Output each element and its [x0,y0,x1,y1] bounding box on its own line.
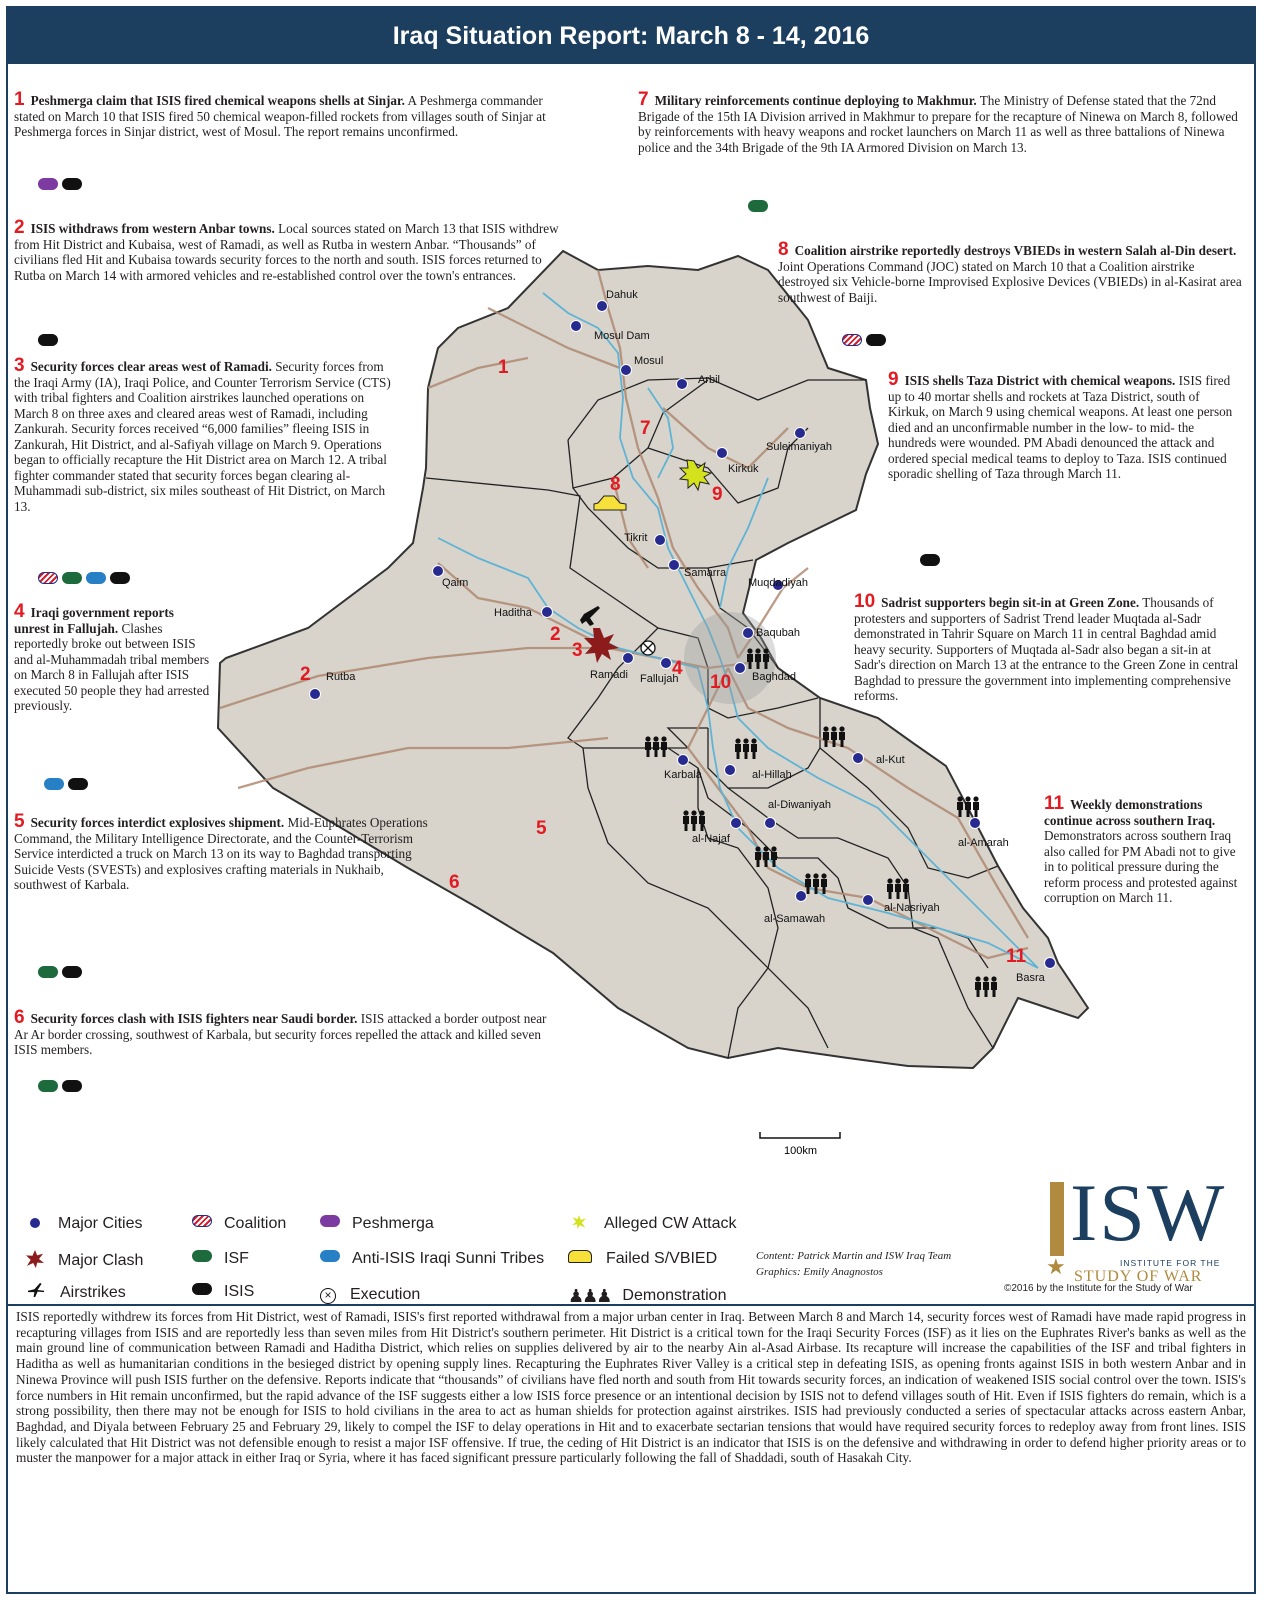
scale-bar [760,1132,840,1157]
isis-icon [192,1283,212,1295]
demonstration-icon [805,873,827,894]
event-3-tags [38,572,134,586]
peshmerga-icon [38,178,58,190]
cw-attack-icon [572,1215,586,1229]
event-headline: Security forces clash with ISIS fighters near Saudi border. [30,1011,358,1026]
event-number: 7 [638,89,649,110]
scale-label: 100km [784,1145,818,1157]
coalition-icon [842,334,862,346]
isis-icon [920,554,940,566]
tribes-icon [86,572,106,584]
event-headline: Security forces interdict explosives shipment. [30,815,285,830]
city-label: Basra [1016,972,1045,984]
map-marker-2a: 2 [550,624,561,645]
demonstration-icon: ♟♟♟ [568,1286,611,1306]
isis-icon [866,334,886,346]
city-label: Baghdad [752,671,797,683]
legend-item-major-clash: Major Clash [26,1250,143,1270]
event-number: 9 [888,369,899,390]
event-5 [14,811,434,893]
map-marker-5: 5 [536,818,547,839]
tribes-icon [320,1250,340,1262]
event-headline: ISIS shells Taza District with chemical weapons. [904,373,1176,388]
credits-graphics: Graphics: Emily Anagnostos [756,1266,883,1278]
isw-logo-line1: INSTITUTE FOR THE [1120,1258,1221,1268]
map-marker-9: 9 [712,484,723,505]
city-label: Muqdadiyah [748,577,808,589]
coalition-icon [38,572,58,584]
event-body: ISIS attacked a border outpost near Ar Ar border crossing, southwest of Karbala, but security forces repelled the attack and killed seven ISIS members. [14,1011,547,1057]
city-label: Tikrit [624,532,648,544]
legend-item-coalition: Coalition [192,1215,286,1233]
event-8-tags [842,334,890,348]
isw-logo-emblem [1050,1182,1064,1256]
demonstration-icon [735,738,757,759]
credits-content: Content: Patrick Martin and ISW Iraq Team [756,1250,952,1262]
coalition-icon [192,1215,212,1227]
vbied-icon [568,1250,592,1263]
city-label: Dahuk [606,289,638,301]
event-number: 8 [778,239,789,260]
peshmerga-icon [320,1215,340,1227]
isis-icon [62,178,82,190]
city-label: Mosul [634,355,664,367]
isis-icon [110,572,130,584]
report-frame [6,6,1256,1594]
event-headline: ISIS withdraws from western Anbar towns. [30,221,275,236]
execution-icon: × [320,1288,336,1304]
city-label: al-Najaf [692,833,730,845]
event-body: Security forces from the Iraqi Army (IA), Iraqi Police, and Counter Terrorism Service (CTS) with tribal fighters and Coalition airstrikes launched operations on March 8 on three axes and cleared areas west of Ramadi, including Zankurah. Security forces received “6,000 families” fleeing ISIS in Zankurah, Hit District, and al-Safiyah village on March 9. Operations began to officially recapture the Hit District area on March 12. A tribal fighter commander stated that security forces began clearing al-Muhammadi sub-district, six miles southeast of Hit District, on March 13. [14,359,391,514]
event-body: Local sources stated on March 13 that ISIS withdrew from Hit District and Kubaisa, west of Ramadi, as well as Rutba in western Anbar. “Thousands” of civilians fled Hit and Kubaisa towards security forces to the north and south. ISIS forces returned to Rutba on March 14 with armored vehicles and re-established control over the town's entrances. [14,221,559,283]
event-7-tags [748,200,772,214]
city-label: Ramadi [590,669,628,681]
event-body: Thousands of protesters and supporters of Sadrist Trend leader Muqtada al-Sadr demonstrated in Tahrir Square on March 11 in central Baghdad amid heavy security. Supporters of Muqtada al-Sadr also began a sit-in at Sadr's direction on March 13 at the entrance to the Green Zone in central Baghdad to pressure the government into implementing comprehensive reforms. [854,595,1239,703]
legend-item-vbied: Failed S/VBIED [568,1250,717,1268]
map-marker-4: 4 [672,658,683,679]
event-1 [14,89,574,140]
event-number: 4 [14,601,25,622]
event-body: Clashes reportedly broke out between ISIS and al-Muhammadah tribal members on March 8 in Fallujah after ISIS executed 50 people they had arrested previously. [14,620,210,713]
isis-icon [68,778,88,790]
event-6-tags [38,1080,86,1094]
isw-logo-star-icon: ★ [1046,1254,1066,1279]
isf-icon [38,966,58,978]
city-label: Karbala [664,769,702,781]
event-1-tags [38,178,86,192]
event-headline: Coalition airstrike reportedly destroys VBIEDs in western Salah al-Din desert. [794,243,1237,258]
event-6 [14,1007,554,1058]
event-4 [14,601,210,714]
demonstration-icon [975,976,997,997]
isw-logo [1046,1167,1246,1286]
city-label: al-Diwaniyah [768,799,831,811]
event-number: 1 [14,89,25,110]
event-headline: Peshmerga claim that ISIS fired chemical weapons shells at Sinjar. [30,93,405,108]
city-label: Arbil [698,374,721,386]
credits [756,1248,951,1280]
event-number: 5 [14,811,25,832]
isis-icon [38,334,58,346]
demonstration-icon [683,810,705,831]
demonstration-icon [957,796,979,817]
event-11 [1044,793,1242,906]
demonstration-icon [887,878,909,899]
event-number: 11 [1044,793,1065,814]
legend-item-major-cities: Major Cities [30,1215,142,1233]
event-8 [778,239,1242,305]
event-4-tags [44,778,92,792]
event-2-tags [38,334,62,348]
city-label: Haditha [494,607,532,619]
city-label: al-Kut [876,754,905,766]
isf-icon [62,572,82,584]
city-label: al-Amarah [958,837,1009,849]
legend-item-demonstration: ♟♟♟ Demonstration [568,1286,727,1306]
city-label: Fallujah [640,673,679,685]
isis-icon [62,1080,82,1092]
tribes-icon [44,778,64,790]
city-label: Suleimaniyah [766,441,833,453]
legend-item-isf: ISF [192,1250,249,1268]
report-title: Iraq Situation Report: March 8 - 14, 2016 [8,8,1254,64]
event-headline: Weekly demonstrations continue across southern Iraq. [1044,797,1216,828]
legend-item-cw-attack: Alleged CW Attack [572,1215,737,1233]
map-marker-11: 11 [1006,946,1027,967]
event-body: The Ministry of Defense stated that the 72nd Brigade of the 15th IA Division arrived in Makhmur to prepare for the recapture of Ninewa on March 8, followed by reinforcements with heavy weapons and rocket launchers on March 11 as well as three battalions of Ninewa police and the 34th Brigade of the 9th IA Armored Division on March 13. [638,93,1238,155]
clash-icon [26,1250,44,1268]
legend-item-execution: × Execution [320,1286,420,1304]
event-9 [888,369,1242,482]
city-label: Kirkuk [728,463,759,475]
isis-icon [62,966,82,978]
event-body: A Peshmerga commander stated on March 10 that ISIS fired 50 chemical weapon-filled rockets from villages south of Sinjar at Peshmerga forces in Sinjar district, west of Mosul. The report remains unconfirmed. [14,93,546,139]
event-2 [14,217,574,283]
event-7 [638,89,1242,155]
demonstration-icon [645,736,667,757]
map-marker-8: 8 [610,474,621,495]
copyright: ©2016 by the Institute for the Study of War [1004,1283,1193,1294]
map-marker-7: 7 [640,418,651,439]
city-label: Mosul Dam [594,330,650,342]
event-10 [854,591,1242,704]
event-headline: Iraqi government reports unrest in Fallujah. [14,605,174,636]
event-number: 3 [14,355,25,376]
city-label: al-Samawah [764,913,826,925]
legend-item-tribes: Anti-ISIS Iraqi Sunni Tribes [320,1250,544,1268]
event-number: 6 [14,1007,25,1028]
map-marker-10: 10 [710,672,732,693]
map-marker-2b: 2 [300,664,311,685]
event-headline: Military reinforcements continue deploying to Makhmur. [654,93,977,108]
city-label: Rutba [326,671,356,683]
event-body: Joint Operations Command (JOC) stated on March 10 that a Coalition airstrike destroyed six Vehicle-borne Improvised Explosive Devices (VBIEDs) in al-Kasirat area southwest of Baiji. [778,258,1242,305]
city-label: al-Hillah [752,769,792,781]
event-9-tags [920,554,944,568]
legend-item-airstrikes: Airstrikes [28,1283,126,1302]
map-marker-1: 1 [498,357,509,378]
demonstration-icon [755,846,777,867]
isf-icon [192,1250,212,1262]
city-label: Baqubah [756,627,801,639]
event-number: 2 [14,217,25,238]
event-headline: Sadrist supporters begin sit-in at Green Zone. [881,595,1140,610]
map-marker-3: 3 [572,640,583,661]
legend-item-isis: ISIS [192,1283,254,1301]
legend-item-peshmerga: Peshmerga [320,1215,434,1233]
city-label: Qaim [442,577,469,589]
event-5-tags [38,966,86,980]
demonstration-icon [747,648,769,669]
summary-text: ISIS reportedly withdrew its forces from Hit District, west of Ramadi, ISIS's first reported withdrawal from a major urban center in Iraq. Between March 8 and March 14, security forces west of Ramadi have made rapid progress in recapturing villages from ISIS and are reportedly less than seven miles from Hit District's southern perimeter. Hit District is a critical town for the Iraqi Security Forces (ISF) as it lies on the Euphrates River's banks as well as the main ground line of communication between Ramadi and Haditha District, which relies on supplies delivered by air to the nearby Ain al-Asad Airbase. Its recapture will increase the capabilities of the ISF and tribal fighters in Haditha as well as humanitarian conditions in the besieged district by opening supply lines. Recapturing the Euphrates River Valley is a critical step in defeating ISIS, as opening fronts against ISIS in both western Anbar and in Ninewa Province will push ISIS further on the defensive. Reports indicate that “thousands” of civilians have fled north and south from Hit towards security forces, an indication of weakened ISIS social control over the town. ISIS's force numbers in Hit remain unconfirmed, but the rapid advance of the ISF suggests either a low ISIS force presence or an intentional decision by ISIS not to defend villages south of Hit. Even if ISIS fighters do remain, which is a strong possibility, then there may not be enough for ISIS to hold civilians in the area to act as human shields for protection against airstrikes. ISIS had previously conducted a series of spectacular attacks across eastern Anbar, Baghdad, and Diyala between February 25 and February 29, likely to compel the ISF to delay operations in Hit and to exacerbate sectarian tensions that would have required security forces to redeploy away from front lines. ISIS likely calculated that Hit District was not defensible enough to resist a major ISF offensive. If true, the ceding of Hit District is an indicator that ISIS is on the defensive and withdrawing in order to defend higher priority areas or to muster the manpower for a major attack in either Iraq or Syria, where it has faced significant pressure particularly following the fall of Shaddadi, south of Hasakah City. [8,1304,1254,1594]
event-body: ISIS fired up to 40 mortar shells and rockets at Taza District, south of Kirkuk, on March 9 using chemical weapons. At least one person died and an unconfirmable number in the low- to mid- the hundreds were wounded. PM Abadi denounced the attack and ordered special medical teams to deploy to Taza. ISIS continued sporadic shelling of Taza through March 11. [888,373,1233,481]
map-marker-6: 6 [449,872,460,893]
demonstration-icon [823,726,845,747]
isf-icon [748,200,768,212]
event-3 [14,355,394,514]
execution-icon [641,641,655,655]
isw-logo-line2: STUDY OF WAR [1074,1268,1203,1285]
event-number: 10 [854,591,876,612]
city-label: Samarra [684,567,727,579]
event-headline: Security forces clear areas west of Ramadi. [30,359,272,374]
isf-icon [38,1080,58,1092]
isw-logo-letters: ISW [1070,1167,1227,1258]
event-body: Mid-Euphrates Operations Command, the Military Intelligence Directorate, and the Counter-Terrorism Service interdicted a truck on March 13 on its way to Baghdad transporting Suicide Vests (SVESTs) and explosives crafting materials in Nukhaib, southwest of Karbala. [14,815,428,892]
airstrike-icon [28,1283,44,1297]
city-dot-icon [30,1218,40,1228]
city-label: al-Nasriyah [884,902,940,914]
event-body: Demonstrators across southern Iraq also called for PM Abadi not to give in to political pressure during the reform process and protested against corruption on March 11. [1044,828,1238,905]
